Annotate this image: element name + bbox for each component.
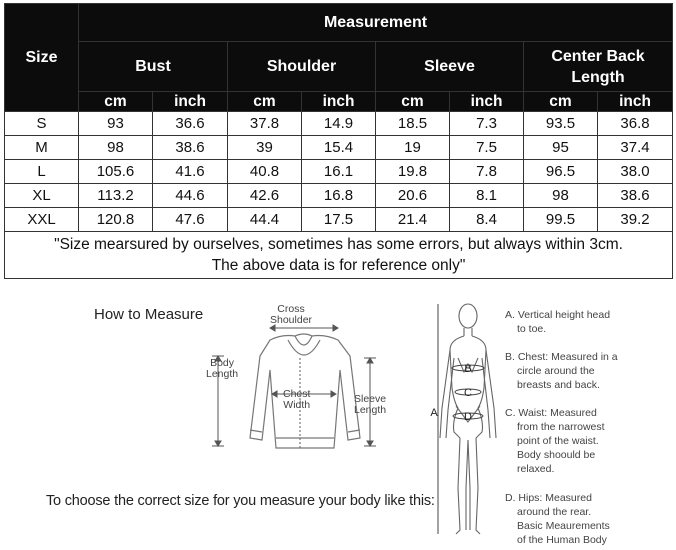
note-line-1: "Size mearsured by ourselves, sometimes has some errors, but always within 3cm. <box>54 236 623 253</box>
shoulder-inch-cell: 17.5 <box>302 208 376 232</box>
back-length-cm-cell: 93.5 <box>524 112 598 136</box>
label-line: Width <box>283 399 311 411</box>
bust-cm-cell: 105.6 <box>79 160 153 184</box>
group-header-shoulder: Shoulder <box>228 42 376 92</box>
sleeve-cm-cell: 19.8 <box>376 160 450 184</box>
unit-header-inch: inch <box>302 92 376 112</box>
letter-b: B <box>464 363 472 375</box>
legend-line: Body shoould be <box>517 449 596 461</box>
unit-header-cm: cm <box>376 92 450 112</box>
label-line: Shoulder <box>270 314 313 326</box>
cross-shoulder-label <box>270 304 312 326</box>
unit-header-inch: inch <box>153 92 228 112</box>
legend-line: C. Waist: Measured <box>505 407 597 419</box>
unit-header-inch: inch <box>450 92 524 112</box>
back-length-inch-cell: 39.2 <box>598 208 673 232</box>
legend-d <box>505 491 610 547</box>
bust-inch-cell: 38.6 <box>153 136 228 160</box>
back-length-inch-cell: 38.0 <box>598 160 673 184</box>
label-line: Sleeve <box>354 393 387 405</box>
sleeve-length-label <box>354 394 386 416</box>
sleeve-cm-cell: 18.5 <box>376 112 450 136</box>
legend-line: of the Human Body <box>517 534 607 546</box>
shoulder-inch-cell: 16.1 <box>302 160 376 184</box>
size-cell: S <box>5 112 79 136</box>
bust-cm-cell: 113.2 <box>79 184 153 208</box>
label-line: Chest <box>283 388 311 400</box>
sleeve-inch-cell: 8.4 <box>450 208 524 232</box>
shoulder-cm-cell: 42.6 <box>228 184 302 208</box>
bust-cm-cell: 98 <box>79 136 153 160</box>
letter-d: D <box>464 411 472 423</box>
body-length-label <box>206 358 238 380</box>
shoulder-inch-cell: 14.9 <box>302 112 376 136</box>
label-line: Length <box>206 368 239 380</box>
back-length-cm-cell: 98 <box>524 184 598 208</box>
bust-inch-cell: 36.6 <box>153 112 228 136</box>
legend-line: Basic Meaurements <box>517 520 610 532</box>
sleeve-inch-cell: 8.1 <box>450 184 524 208</box>
unit-header-cm: cm <box>228 92 302 112</box>
sleeve-inch-cell: 7.5 <box>450 136 524 160</box>
legend-a <box>505 308 610 336</box>
bust-inch-cell: 41.6 <box>153 160 228 184</box>
table-row <box>5 160 673 184</box>
back-length-inch-cell: 36.8 <box>598 112 673 136</box>
back-length-cm-cell: 99.5 <box>524 208 598 232</box>
back-length-cm-cell: 96.5 <box>524 160 598 184</box>
unit-header-inch: inch <box>598 92 673 112</box>
body-measure-figure <box>428 298 504 544</box>
sleeve-cm-cell: 20.6 <box>376 184 450 208</box>
letter-a: A <box>430 407 438 419</box>
legend-line: D. Hips: Measured <box>505 492 592 504</box>
table-note <box>5 232 673 279</box>
back-length-cm-cell: 95 <box>524 136 598 160</box>
bust-cm-cell: 120.8 <box>79 208 153 232</box>
size-header: Size <box>5 4 79 112</box>
shoulder-cm-cell: 44.4 <box>228 208 302 232</box>
legend-line: relaxed. <box>517 463 555 475</box>
shoulder-cm-cell: 37.8 <box>228 112 302 136</box>
sleeve-inch-cell: 7.3 <box>450 112 524 136</box>
sleeve-cm-cell: 21.4 <box>376 208 450 232</box>
sleeve-cm-cell: 19 <box>376 136 450 160</box>
label-line: Cross <box>277 303 305 315</box>
measurement-header: Measurement <box>79 4 673 42</box>
note-line-2: The above data is for reference only" <box>211 257 466 274</box>
legend-line: to toe. <box>517 323 547 335</box>
measure-instruction: To choose the correct size for you measure your body like this: <box>46 493 435 509</box>
legend-line: circle around the <box>517 365 595 377</box>
legend-line: point of the waist. <box>517 435 599 447</box>
sleeve-inch-cell: 7.8 <box>450 160 524 184</box>
label-line: Body <box>210 357 235 369</box>
legend-b <box>505 350 618 392</box>
chest-width-label <box>283 389 310 411</box>
table-row <box>5 184 673 208</box>
legend-line: from the narrowest <box>517 421 605 433</box>
group-header-center-back-length: Center Back Length <box>524 42 673 92</box>
back-length-inch-cell: 38.6 <box>598 184 673 208</box>
how-to-measure-title: How to Measure <box>94 306 204 323</box>
size-chart-table <box>4 3 673 279</box>
table-row <box>5 112 673 136</box>
shoulder-cm-cell: 39 <box>228 136 302 160</box>
legend-line: around the rear. <box>517 506 592 518</box>
size-cell: XL <box>5 184 79 208</box>
table-row <box>5 136 673 160</box>
bust-inch-cell: 44.6 <box>153 184 228 208</box>
legend-c <box>505 406 605 476</box>
size-cell: XXL <box>5 208 79 232</box>
bust-cm-cell: 93 <box>79 112 153 136</box>
size-cell: L <box>5 160 79 184</box>
unit-header-cm: cm <box>79 92 153 112</box>
legend-line: breasts and back. <box>517 379 600 391</box>
back-length-inch-cell: 37.4 <box>598 136 673 160</box>
legend-line: A. Vertical height head <box>505 309 611 321</box>
unit-header-cm: cm <box>524 92 598 112</box>
shoulder-inch-cell: 15.4 <box>302 136 376 160</box>
legend-line: B. Chest: Measured in a <box>505 351 618 363</box>
group-header-bust: Bust <box>79 42 228 92</box>
bust-inch-cell: 47.6 <box>153 208 228 232</box>
shoulder-inch-cell: 16.8 <box>302 184 376 208</box>
letter-c: C <box>464 387 472 399</box>
shoulder-cm-cell: 40.8 <box>228 160 302 184</box>
group-header-sleeve: Sleeve <box>376 42 524 92</box>
table-row <box>5 208 673 232</box>
size-cell: M <box>5 136 79 160</box>
label-line: Length <box>354 404 387 416</box>
